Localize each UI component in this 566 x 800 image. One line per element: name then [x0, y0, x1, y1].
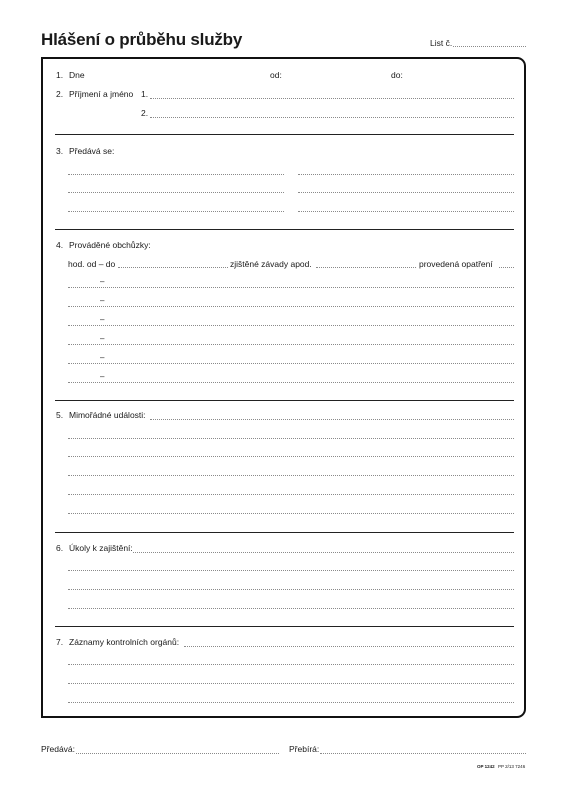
patrol-row-field[interactable] — [68, 382, 514, 383]
section-divider — [55, 134, 514, 135]
tasks-field[interactable] — [68, 608, 514, 609]
handover-field[interactable] — [68, 174, 284, 175]
date-label: Dne — [69, 70, 85, 80]
patrols-label: Prováděné obchůzky: — [69, 240, 151, 250]
handover-field[interactable] — [68, 211, 284, 212]
events-field[interactable] — [68, 513, 514, 514]
time-range-dash: – — [100, 372, 105, 381]
inspection-records-label: Záznamy kontrolních orgánů: — [69, 637, 180, 647]
header-rule — [118, 267, 228, 268]
events-field[interactable] — [150, 419, 514, 420]
name-label: Příjmení a jméno — [69, 89, 134, 99]
inspection-field[interactable] — [184, 646, 514, 647]
header-rule — [316, 267, 416, 268]
section-7-number: 7. — [56, 637, 64, 647]
hands-over-label: Předává: — [41, 744, 76, 754]
print-code: PP 2/13 7246 — [498, 764, 526, 769]
column-time-header: hod. od – do — [68, 259, 116, 269]
section-3-number: 3. — [56, 146, 64, 156]
section-4-number: 4. — [56, 240, 64, 250]
tasks-field[interactable] — [68, 570, 514, 571]
section-divider — [55, 400, 514, 401]
form-code: OP 1242 — [477, 764, 495, 769]
section-5-number: 5. — [56, 410, 64, 420]
form-title: Hlášení o průběhu služby — [41, 30, 243, 49]
section-2-number: 2. — [56, 89, 64, 99]
form-frame — [41, 57, 526, 718]
handover-field[interactable] — [298, 192, 514, 193]
time-to-label: do: — [391, 70, 403, 80]
column-defects-header: zjištěné závady apod. — [230, 259, 312, 269]
inspection-field[interactable] — [68, 702, 514, 703]
inspection-field[interactable] — [68, 664, 514, 665]
hands-over-signature-field[interactable] — [76, 753, 279, 754]
takes-over-signature-field[interactable] — [320, 753, 526, 754]
column-measures-header: provedená opatření — [419, 259, 493, 269]
tasks-field[interactable] — [68, 589, 514, 590]
events-field[interactable] — [68, 456, 514, 457]
patrol-row-field[interactable] — [68, 306, 514, 307]
patrol-row-field[interactable] — [68, 325, 514, 326]
handover-field[interactable] — [68, 192, 284, 193]
events-field[interactable] — [68, 494, 514, 495]
time-range-dash: – — [100, 353, 105, 362]
header-rule — [499, 267, 514, 268]
time-range-dash: – — [100, 334, 105, 343]
tasks-label: Úkoly k zajištění: — [69, 543, 133, 553]
section-6-number: 6. — [56, 543, 64, 553]
events-field[interactable] — [68, 475, 514, 476]
time-range-dash: – — [100, 296, 105, 305]
time-range-dash: – — [100, 315, 105, 324]
name-field-2[interactable] — [150, 117, 514, 118]
inspection-field[interactable] — [68, 683, 514, 684]
sheet-number-label: List č. — [430, 38, 453, 48]
name-line-1-label: 1. — [141, 89, 149, 99]
events-field[interactable] — [68, 438, 514, 439]
section-divider — [55, 229, 514, 230]
handover-field[interactable] — [298, 211, 514, 212]
section-divider — [55, 626, 514, 627]
name-line-2-label: 2. — [141, 108, 149, 118]
handover-field[interactable] — [298, 174, 514, 175]
section-1-number: 1. — [56, 70, 64, 80]
time-range-dash: – — [100, 277, 105, 286]
section-divider — [55, 532, 514, 533]
patrol-row-field[interactable] — [68, 363, 514, 364]
takes-over-label: Přebírá: — [289, 744, 320, 754]
patrol-row-field[interactable] — [68, 287, 514, 288]
extraordinary-events-label: Mimořádné události: — [69, 410, 146, 420]
handover-label: Předává se: — [69, 146, 115, 156]
patrol-row-field[interactable] — [68, 344, 514, 345]
tasks-field[interactable] — [133, 552, 514, 553]
sheet-number-field[interactable] — [453, 46, 526, 47]
time-from-label: od: — [270, 70, 282, 80]
name-field-1[interactable] — [150, 98, 514, 99]
